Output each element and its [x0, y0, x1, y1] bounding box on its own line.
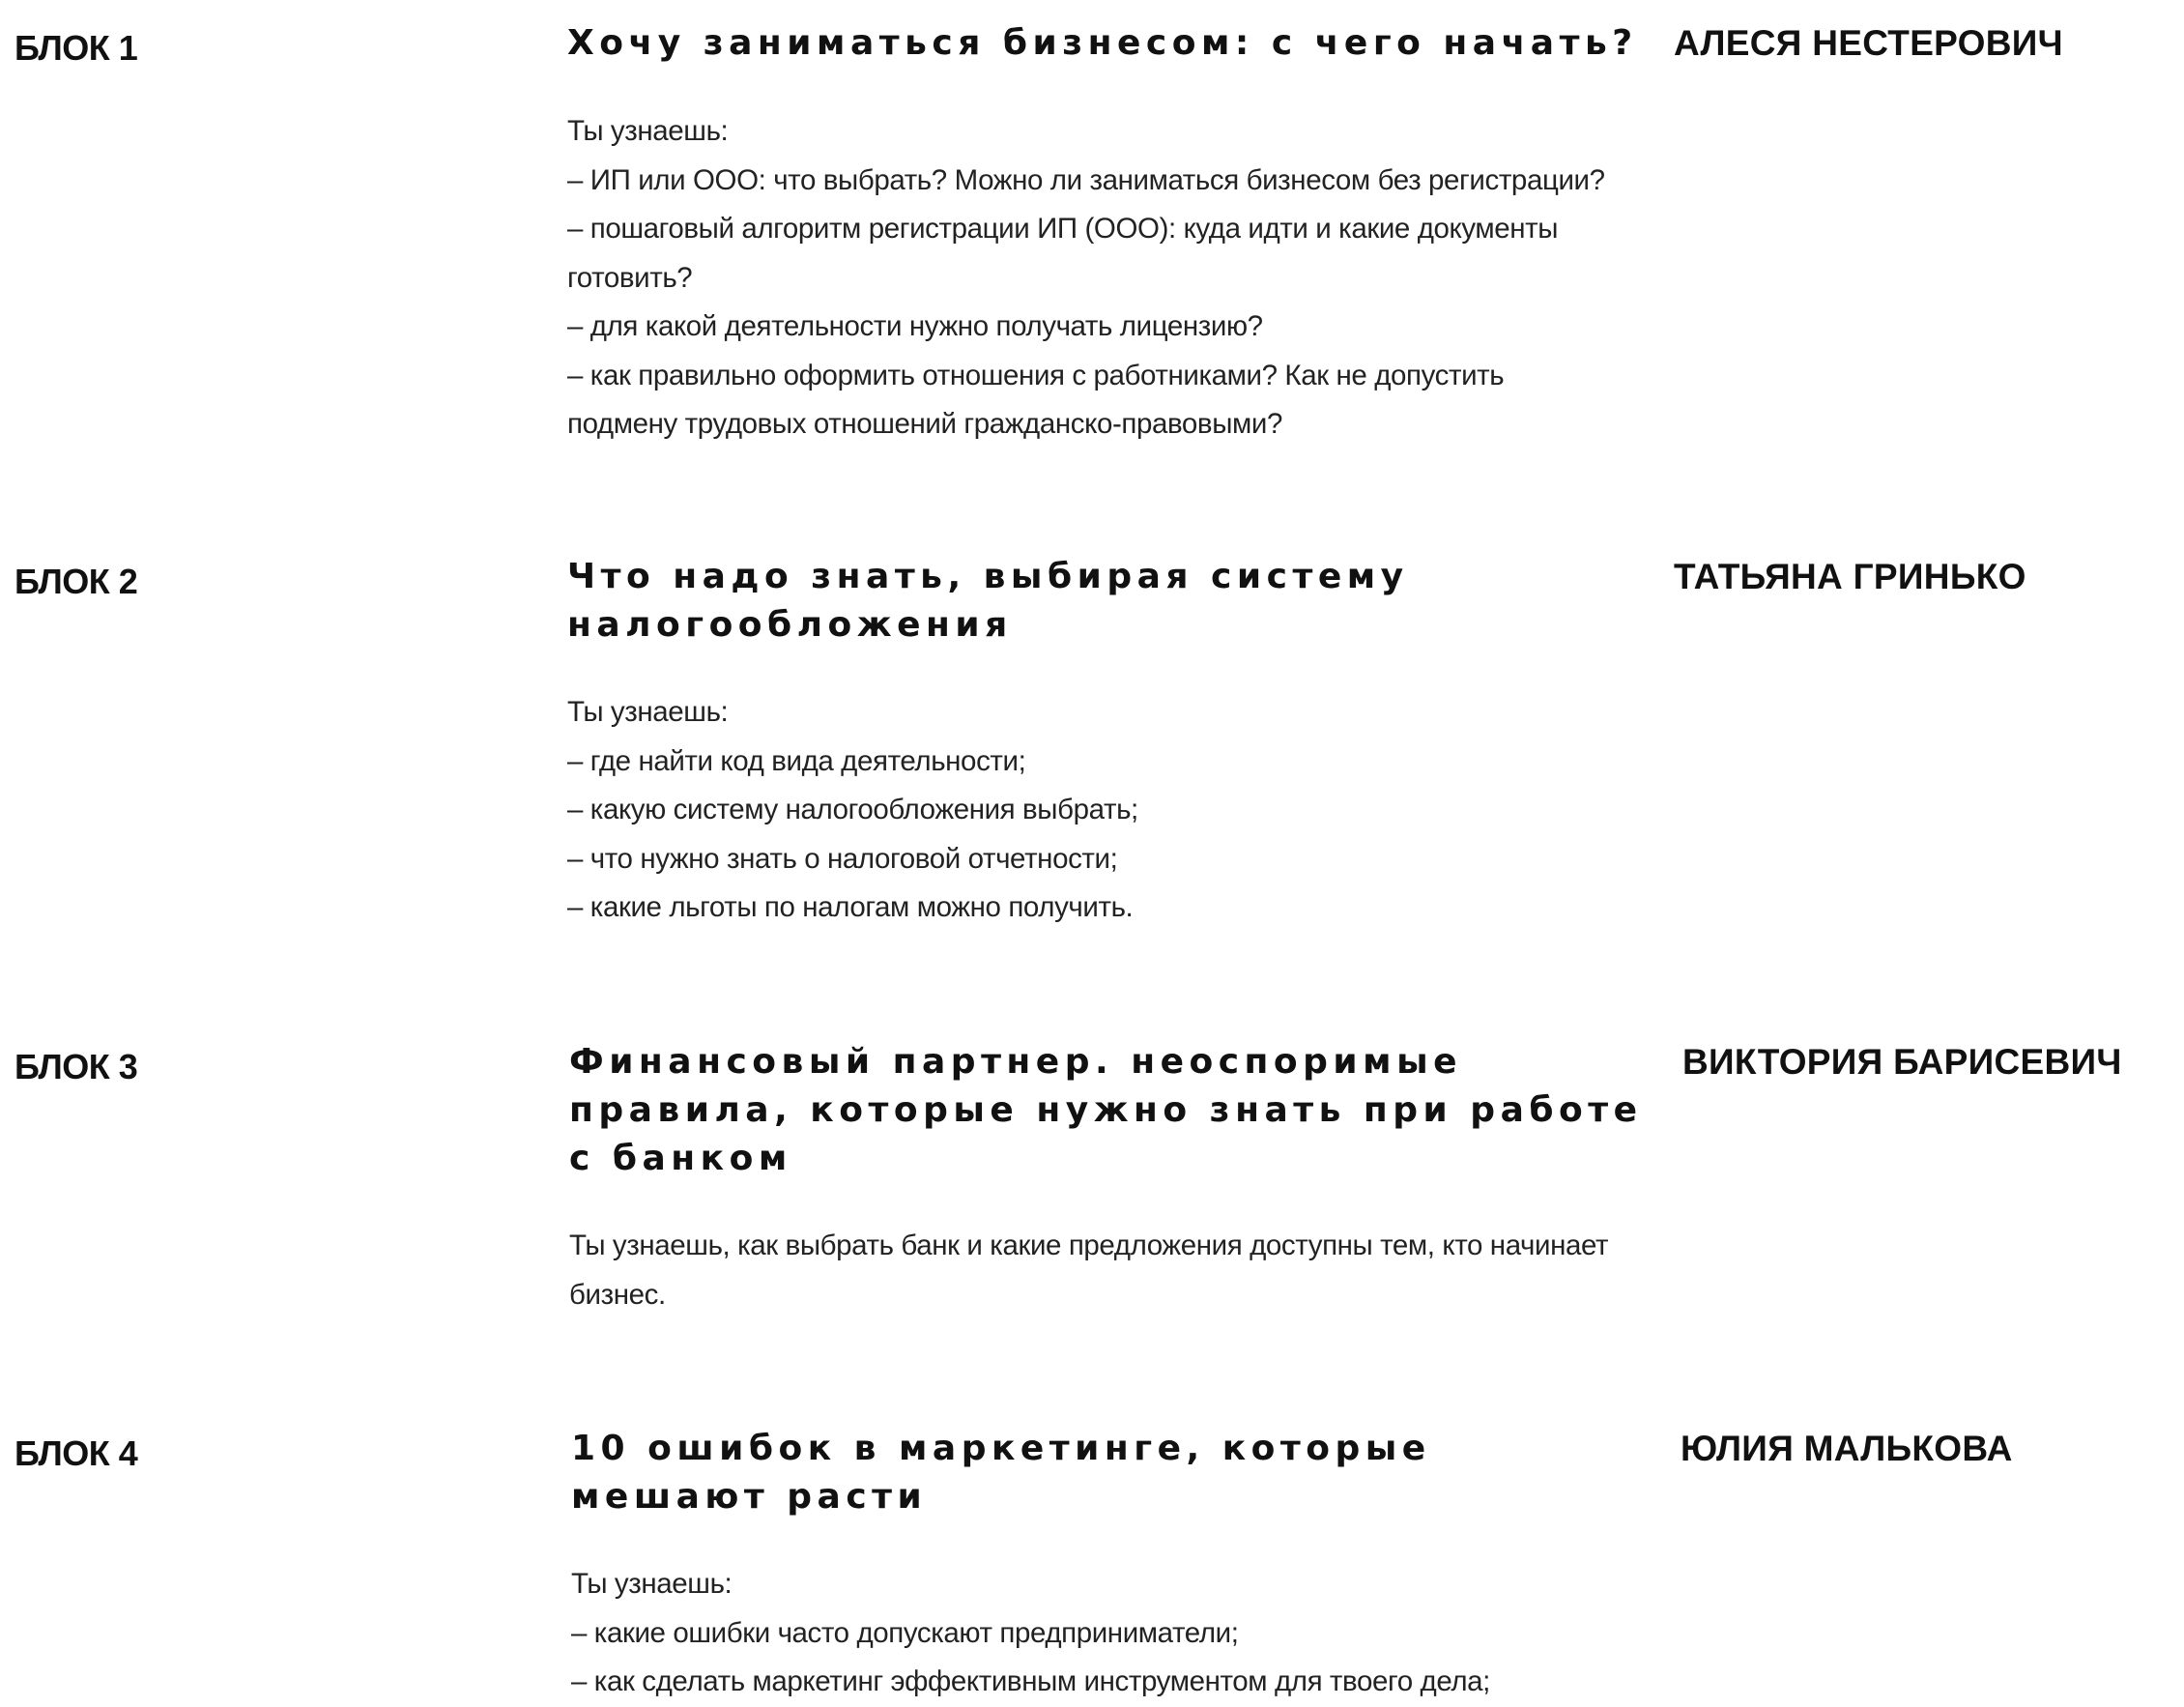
description-line: – для какой деятельности нужно получать лицензию? [567, 310, 1263, 342]
block-title: Хочу заниматься бизнесом: с чего начать? [567, 23, 1638, 63]
block-label: БЛОК 1 [14, 28, 138, 68]
speaker-name: АЛЕСЯ НЕСТЕРОВИЧ [1674, 23, 2063, 63]
description-line: – что нужно знать о налоговой отчетности; [567, 842, 1118, 875]
description-line: Ты узнаешь: [571, 1568, 733, 1600]
block-description [569, 1222, 1671, 1319]
description-line: – ИП или ООО: что выбрать? Можно ли заниматься бизнесом без регистрации? [567, 163, 1605, 196]
block-description [567, 107, 1669, 449]
description-line: Ты узнаешь: [567, 696, 729, 728]
description-line: – какую систему налогообложения выбрать; [567, 794, 1138, 825]
block-label: БЛОК 3 [14, 1047, 138, 1086]
speaker-name: ЮЛИЯ МАЛЬКОВА [1681, 1429, 2013, 1468]
speaker-name: ТАТЬЯНА ГРИНЬКО [1674, 557, 2026, 596]
description-line: подмену трудовых отношений гражданско-правовыми? [567, 408, 1282, 440]
description-line: – пошаговый алгоритм регистрации ИП (ООО): куда идти и какие документы [567, 213, 1559, 245]
block-title: Что надо знать, выбирая систему налогообложения [567, 557, 1409, 645]
block-description [567, 688, 1669, 933]
block-title: Финансовый партнер. неоспоримые правила, которые нужно знать при работе с банком [569, 1042, 1643, 1178]
block-title: 10 ошибок в маркетинге, которые мешают расти [571, 1429, 1431, 1517]
block-label: БЛОК 2 [14, 562, 138, 601]
block-label: БЛОК 4 [14, 1433, 138, 1473]
block-description [571, 1560, 1673, 1707]
description-line: бизнес. [569, 1278, 666, 1311]
speaker-name: ВИКТОРИЯ БАРИСЕВИЧ [1682, 1042, 2122, 1082]
description-line: – какие ошибки часто допускают предприниматели; [571, 1616, 1239, 1649]
description-line: готовить? [567, 261, 693, 294]
description-line: – как сделать маркетинг эффективным инструментом для твоего дела; [571, 1665, 1490, 1697]
description-line: – где найти код вида деятельности; [567, 744, 1026, 777]
description-line: – какие льготы по налогам можно получить. [567, 891, 1134, 923]
description-line: Ты узнаешь: [567, 115, 729, 147]
description-line: – как правильно оформить отношения с работниками? Как не допустить [567, 359, 1505, 391]
description-line: Ты узнаешь, как выбрать банк и какие предложения доступны тем, кто начинает [569, 1230, 1609, 1261]
